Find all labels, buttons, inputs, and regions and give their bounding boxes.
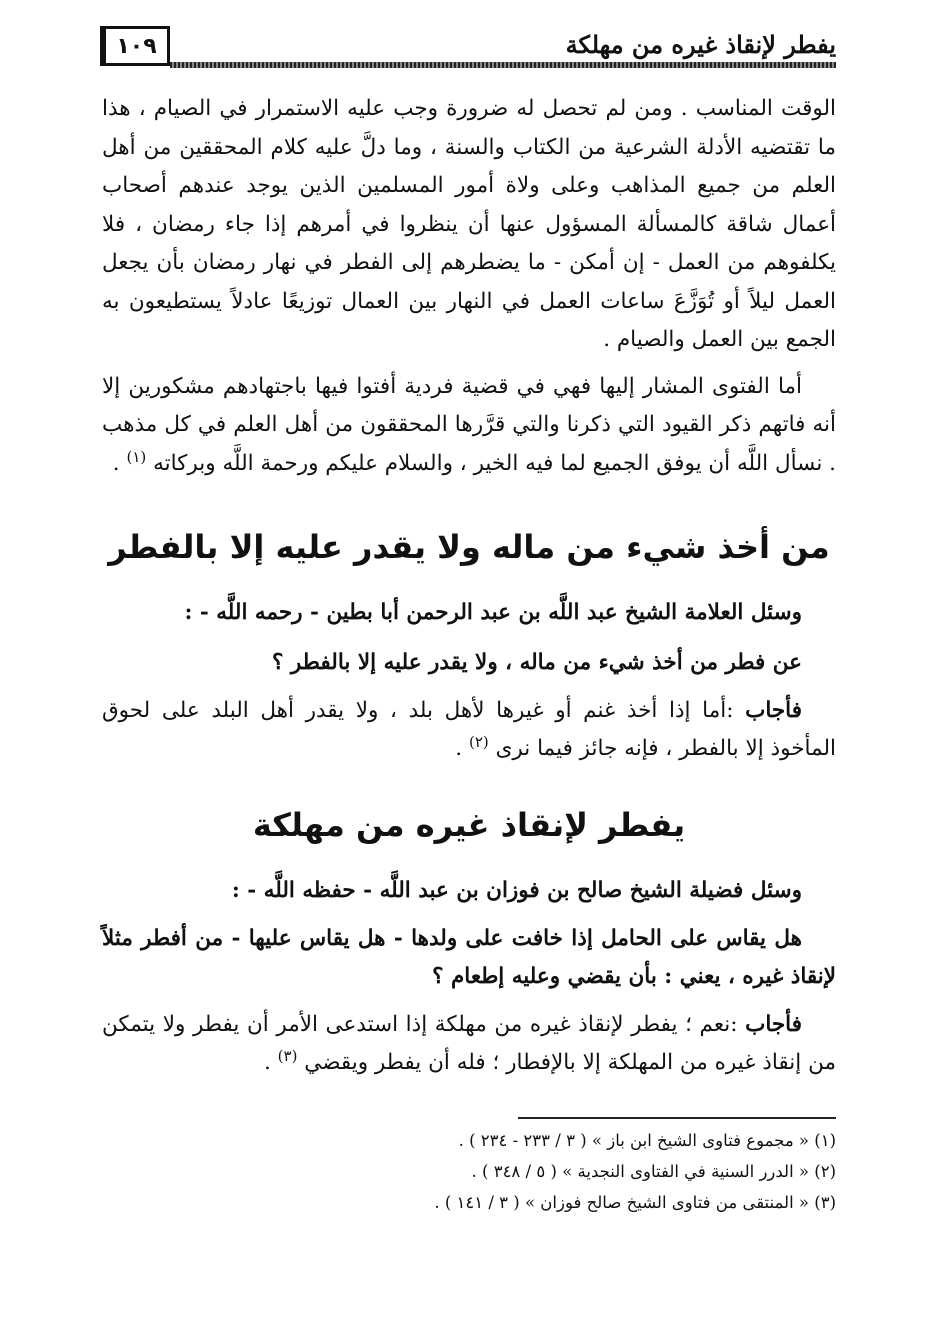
section-2-body xyxy=(102,872,836,1082)
section-1-answer: فأجاب :أما إذا أخذ غنم أو غيرها لأهل بلد ، ولا يقدر أهل البلد على لحوق المأخوذ إلا بالفطر ، فإنه جائز فيما نرى $^{(٢)}$ . xyxy=(102,698,836,761)
section-1-asker: وسئل العلامة الشيخ عبد اللَّه بن عبد الرحمن أبا بطين - رحمه اللَّه - : xyxy=(184,600,802,625)
footnote-3: (٣) « المنتقى من فتاوى الشيخ صالح فوزان » ( ٣ / ١٤١ ) . xyxy=(434,1193,836,1212)
intro-paragraph-2: أما الفتوى المشار إليها فهي في قضية فردية أفتوا فيها باجتهادهم مشكورين إلا أنه فاتهم ذكر القيود التي ذكرنا والتي قرَّرها المحققون من أهل العلم في كل مذهب . نسأل اللَّه أن يوفق الجميع لما فيه الخير ، والسلام عليكم ورحمة اللَّه وبركاته $^{(١)}$ . xyxy=(102,373,836,476)
running-title: يفطر لإنقاذ غيره من مهلكة xyxy=(565,30,836,59)
footnote-ref-1: (١) xyxy=(126,447,147,466)
intro-text xyxy=(102,90,836,483)
section-2-question: هل يقاس على الحامل إذا خافت على ولدها - هل يقاس عليها - من أفطر مثلاً لإنقاذ غيره ، يعني : بأن يقضي وعليه إطعام ؟ xyxy=(102,926,836,989)
section-2-asker: وسئل فضيلة الشيخ صالح بن فوزان بن عبد اللَّه - حفظه اللَّه - : xyxy=(231,878,802,903)
footnote-divider xyxy=(518,1117,836,1119)
section-2-answer: فأجاب :نعم ؛ يفطر لإنقاذ غيره من مهلكة إذا استدعى الأمر أن يفطر ولا يتمكن من إنقاذ غيره من المهلكة إلا بالإفطار ؛ فله أن يفطر ويقضي $^{(٣)}$ . xyxy=(102,1012,836,1075)
footnote-2: (٢) « الدرر السنية في الفتاوى النجدية » ( ٥ / ٣٤٨ ) . xyxy=(471,1162,836,1181)
section-title-2: يفطر لإنقاذ غيره من مهلكة xyxy=(252,806,686,844)
footnote-1: (١) « مجموع فتاوى الشيخ ابن باز » ( ٣ / ٢٣٣ - ٢٣٤ ) . xyxy=(458,1131,836,1150)
footnote-ref-3: (٣) xyxy=(277,1046,298,1065)
footnote-ref-2: (٢) xyxy=(468,732,489,751)
section-1-question: عن فطر من أخذ شيء من ماله ، ولا يقدر عليه إلا بالفطر ؟ xyxy=(272,650,802,675)
section-title-1: من أخذ شيء من ماله ولا يقدر عليه إلا بالفطر xyxy=(108,528,830,566)
header-rule xyxy=(170,62,836,68)
page-header xyxy=(100,26,836,70)
footnotes xyxy=(102,1125,836,1218)
intro-paragraph-1: الوقت المناسب . ومن لم تحصل له ضرورة وجب عليه الاستمرار في الصيام ، هذا ما تقتضيه الأدلة الشرعية من الكتاب والسنة ، وما دلَّ عليه كلام المحققين من أهل العلم من جميع المذاهب وعلى ولاة أمور المسلمين الذين يوجد عندهم أصحاب أعمال شاقة كالمسألة المسؤول عنها أن ينظروا في أمرهم إذا جاء رمضان ، فلا يكلفوهم من العمل - إن أمكن - ما يضطرهم إلى الفطر في نهار رمضان بأن يجعل العمل ليلاً أو تُوَزَّعَ ساعات العمل في النهار بين العمال توزيعًا عادلاً يستطيعون به الجمع بين العمل والصيام . xyxy=(102,96,836,352)
section-1-body xyxy=(102,594,836,768)
page-number: ١٠٩ xyxy=(100,26,170,66)
